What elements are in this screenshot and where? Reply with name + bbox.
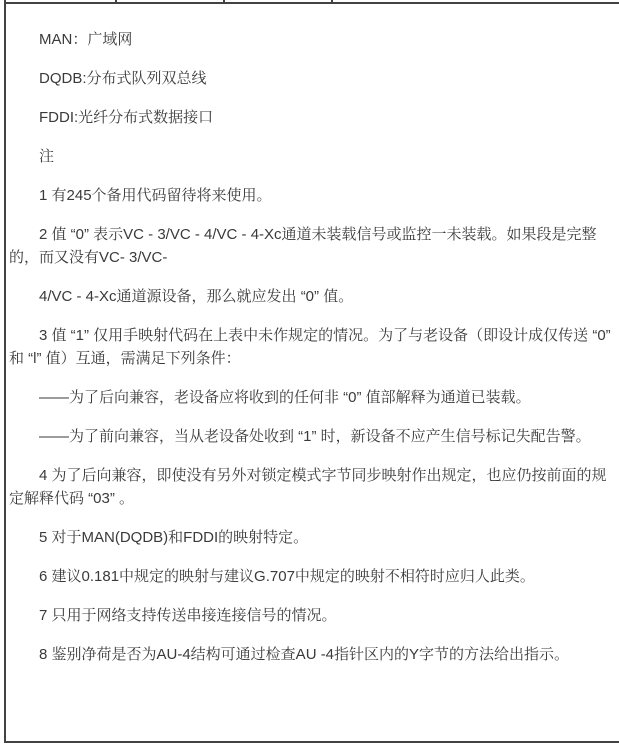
notes-cell (5, 3, 619, 742)
note-3: 3 值 “1” 仅用手映射代码在上表中未作规定的情况。为了与老设备（即设计成仅传送 “0” 和 “l” 值）互通，需满足下列条件： (9, 327, 611, 367)
notes-table (4, 0, 619, 743)
note-2-part-2: 4/VC - 4-Xc通道源设备，那么就应发出 “0” 值。 (39, 288, 354, 305)
note-4: 4 为了后向兼容，即使没有另外对锁定模式字节同步映射作出规定，也应仍按前面的规定解释代码 “03” 。 (9, 467, 607, 507)
abbreviation-dqdb: DQDB:分布式队列双总线 (39, 70, 207, 87)
note-3-item-backward: ——为了后向兼容，老设备应将收到的任何非 “0” 值部解释为通道已装载。 (39, 389, 531, 406)
abbreviation-fddi: FDDI:光纤分布式数据接口 (39, 109, 214, 126)
notes-label: 注 (39, 148, 55, 165)
note-5: 5 对于MAN(DQDB)和FDDI的映射特定。 (39, 529, 309, 546)
note-7: 7 只用于网络支持传送串接连接信号的情况。 (39, 607, 337, 624)
abbreviation-man: MAN：广域网 (39, 31, 133, 48)
notes-content (6, 4, 619, 666)
note-2-part-1: 2 值 “0” 表示VC - 3/VC - 4/VC - 4-Xc通道未装载信号或监控一未装载。如果段是完整的，而又没有VC- 3/VC- (9, 226, 597, 266)
note-8: 8 鉴别净荷是否为AU-4结构可通过检查AU -4指针区内的Y字节的方法给出指示。 (39, 646, 570, 663)
note-6: 6 建议0.181中规定的映射与建议G.707中规定的映射不相符时应归人此类。 (39, 568, 535, 585)
note-1: 1 有245个备用代码留待将来使用。 (39, 187, 272, 204)
note-3-item-forward: ——为了前向兼容，当从老设备处收到 “1” 时，新设备不应产生信号标记失配告警。 (39, 428, 591, 445)
notes-row (5, 3, 619, 742)
